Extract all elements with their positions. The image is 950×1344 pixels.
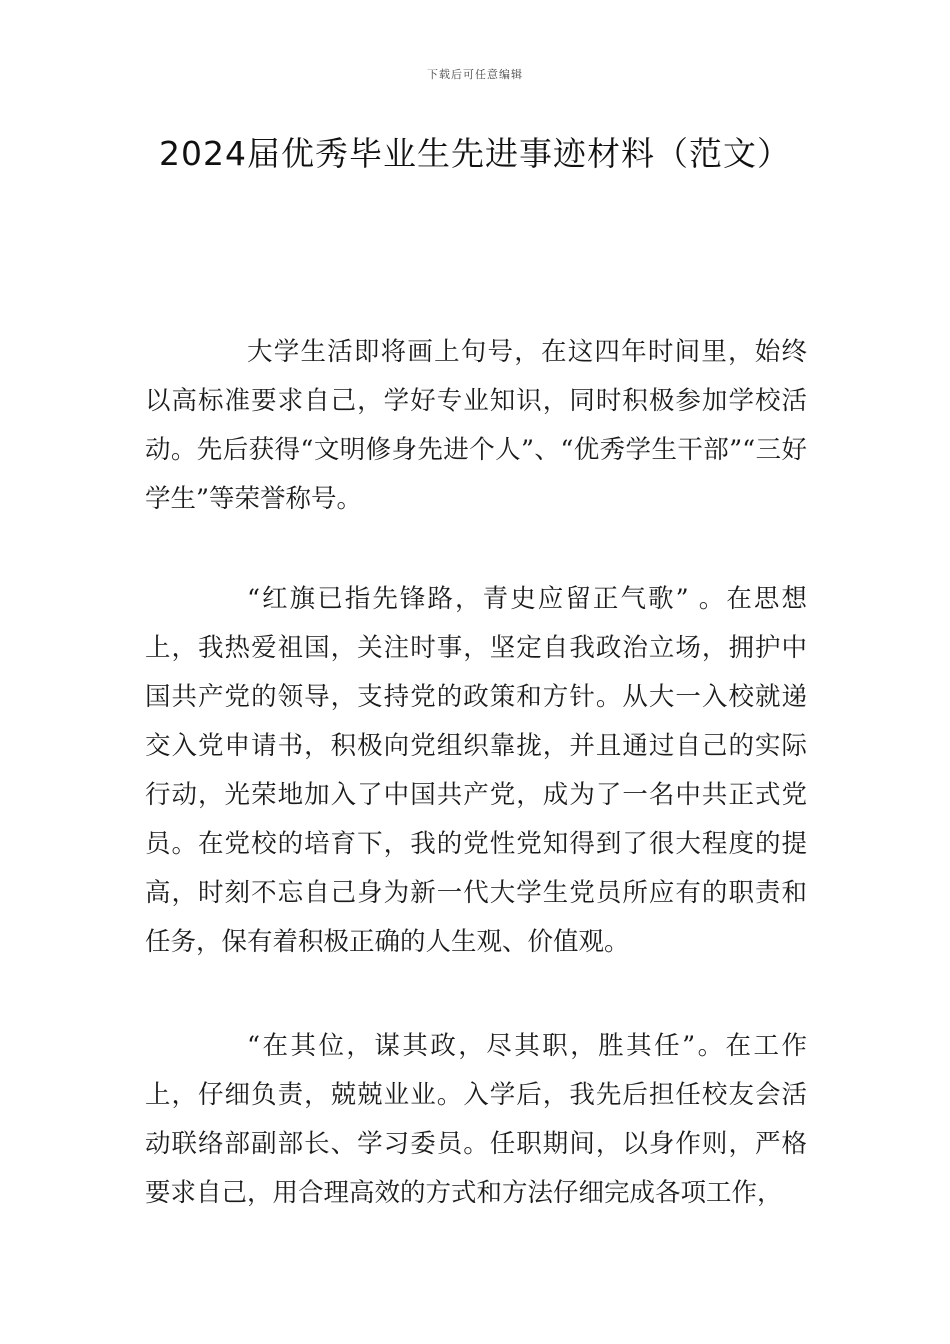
paragraph-intro: 大学生活即将画上句号，在这四年时间里，始终以高标准要求自己，学好专业知识，同时积极参加学校活动。先后获得“文明修身先进个人”、“优秀学生干部”“三好学生”等荣誉称号。 [145, 337, 807, 514]
paragraph-work: “在其位，谋其政，尽其职，胜其任”。在工作上，仔细负责，兢兢业业。入学后，我先后担任校友会活动联络部副部长、学习委员。任职期间，以身作则，严格要求自己，用合理高效的方式和方法仔细完成各项工作， [145, 1031, 807, 1208]
paragraph-ideology: “红旗已指先锋路，青史应留正气歌” 。在思想上，我热爱祖国，关注时事，坚定自我政治立场，拥护中国共产党的领导，支持党的政策和方针。从大一入校就递交入党申请书，积极向党组织靠拢，并且通过自己的实际行动，光荣地加入了中国共产党，成为了一名中共正式党员。在党校的培育下，我的党性党知得到了很大程度的提高，时刻不忘自己身为新一代大学生党员所应有的职责和任务，保有着积极正确的人生观、价值观。 [145, 584, 807, 957]
header-note: 下载后可任意编辑 [427, 68, 523, 81]
document-title: 2024届优秀毕业生先进事迹材料（范文） [159, 134, 791, 173]
